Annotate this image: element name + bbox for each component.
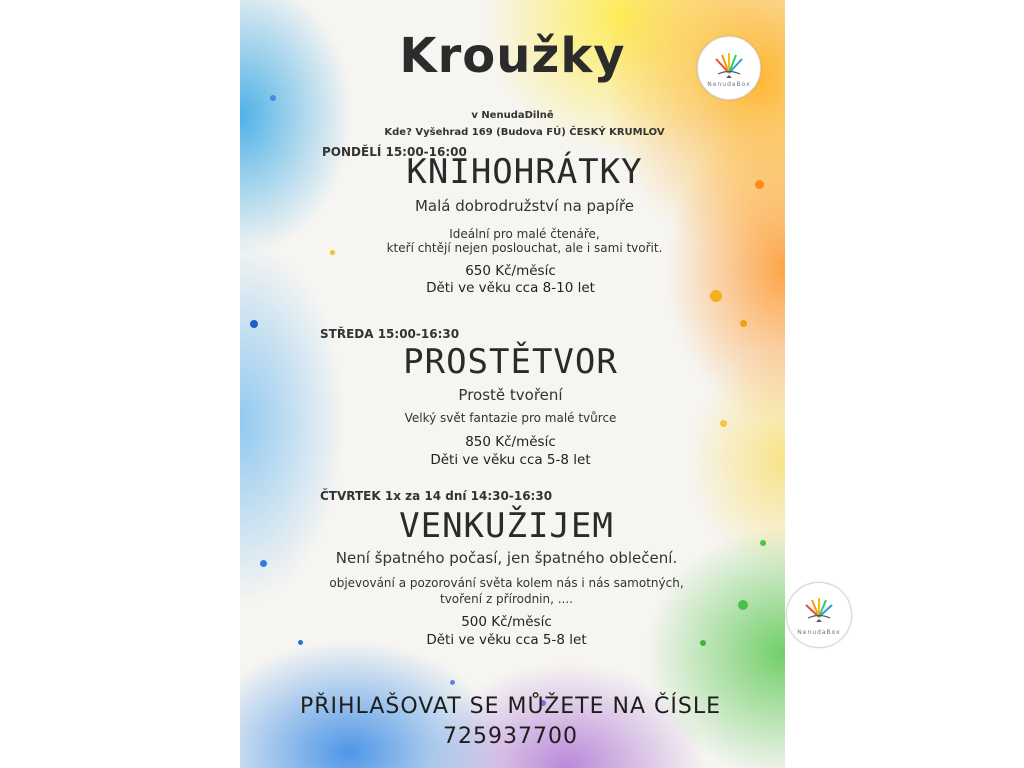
club-name: VENKUŽIJEM xyxy=(399,506,614,546)
club-description: objevování a pozorování světa kolem nás i nás samotných, xyxy=(329,576,684,590)
club-day: PONDĚLÍ 15:00-16:00 xyxy=(322,145,467,159)
venue: v NenudaDilně xyxy=(471,110,554,121)
club-description: tvoření z přírodnin, .... xyxy=(439,592,573,606)
club-name: PROSTĚTVOR xyxy=(403,342,618,382)
nenudabox-logo xyxy=(786,582,852,648)
book-rays-icon xyxy=(698,37,760,99)
logo-text: NenudaBox xyxy=(707,81,751,88)
club-subtitle: Není špatného počasí, jen špatného oblečení. xyxy=(335,549,678,567)
club-description: Ideální pro malé čtenáře, xyxy=(449,227,600,241)
poster xyxy=(240,0,785,768)
club-day: STŘEDA 15:00-16:30 xyxy=(320,327,460,341)
club-name: KNIHOHRÁTKY xyxy=(406,152,643,192)
logo-text: NenudaBox xyxy=(797,629,841,636)
phone-number: 725937700 xyxy=(443,724,578,749)
book-rays-icon xyxy=(787,583,851,647)
club-price: 650 Kč/měsíc xyxy=(465,263,556,279)
club-price: 500 Kč/měsíc xyxy=(461,614,552,630)
club-subtitle: Malá dobrodružství na papíře xyxy=(414,197,634,215)
club-description: kteří chtějí nejen poslouchat, ale i sami tvořit. xyxy=(386,241,663,255)
signup-text: PŘIHLAŠOVAT SE MŮŽETE NA ČÍSLE xyxy=(299,694,722,719)
nenudabox-logo xyxy=(697,36,761,100)
club-age: Děti ve věku cca 8-10 let xyxy=(426,280,595,296)
club-day: ČTVRTEK 1x za 14 dní 14:30-16:30 xyxy=(320,489,553,503)
poster-title: Kroužky xyxy=(399,28,626,84)
club-age: Děti ve věku cca 5-8 let xyxy=(430,452,591,468)
club-price: 850 Kč/měsíc xyxy=(465,434,556,450)
club-age: Děti ve věku cca 5-8 let xyxy=(426,632,587,648)
address: Kde? Vyšehrad 169 (Budova FÚ) ČESKÝ KRUMLOV xyxy=(384,127,665,138)
club-description: Velký svět fantazie pro malé tvůrce xyxy=(404,411,617,425)
club-subtitle: Prostě tvoření xyxy=(458,386,563,404)
